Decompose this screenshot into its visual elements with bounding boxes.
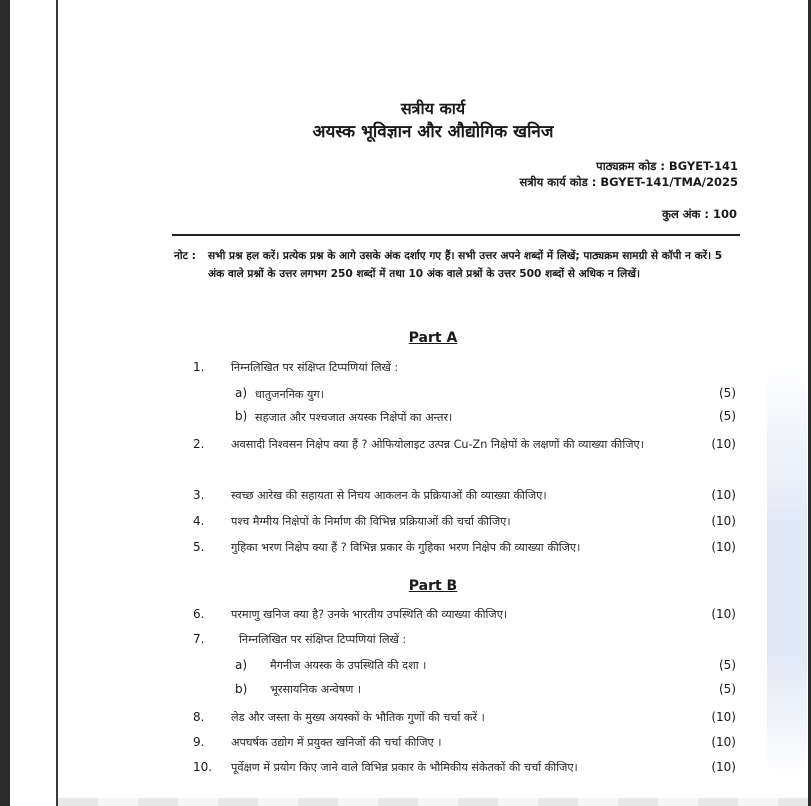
question-marks: (10)	[711, 710, 736, 724]
viewer-left-edge	[0, 0, 10, 806]
header-divider	[172, 234, 740, 236]
question-marks: (5)	[719, 409, 736, 423]
subquestion-text: सहजात और पश्चजात अयस्क निक्षेपों का अन्तर।	[255, 411, 453, 424]
question-marks: (5)	[719, 682, 736, 696]
subquestion-label: a)	[235, 658, 248, 672]
question-number: 1.	[193, 360, 205, 374]
page-bottom-edge	[58, 798, 808, 806]
question-number: 3.	[193, 488, 205, 502]
part-a-heading: Part A	[408, 330, 458, 346]
part-b-heading: Part B	[408, 578, 458, 594]
question-marks: (10)	[711, 540, 736, 554]
question-marks: (10)	[711, 488, 736, 502]
subquestion-label: a)	[235, 386, 248, 400]
question-marks: (10)	[711, 735, 736, 749]
question-marks: (5)	[719, 386, 736, 400]
question-text: स्वच्छ आरेख की सहायता से निचय आकलन के प्रक्रियाओं की व्याख्या कीजिए।	[231, 489, 547, 502]
note-text: सभी प्रश्न हल करें। प्रत्येक प्रश्न के आगे उसके अंक दर्शाए गए हैं। सभी उत्तर अपने शब्दों में लिखें; पाठ्यक्रम सामग्री से कॉपी न करें। 5 अंक वाले प्रश्नों के उत्तर लगभग 250 शब्दों में तथा 10 अंक वाले प्रश्नों के उत्तर 500 शब्दों से अधिक न लिखें।	[208, 250, 723, 280]
question-marks: (5)	[719, 658, 736, 672]
question-marks: (10)	[711, 437, 736, 451]
question-text: परमाणु खनिज क्या है? उनके भारतीय उपस्थिति की व्याख्या कीजिए।	[231, 608, 508, 621]
subquestion-text: भूरसायनिक अन्वेषण ।	[270, 683, 362, 696]
question-number: 10.	[193, 760, 213, 774]
question-text: अवसादी निश्वसन निक्षेप क्या हैं ? ओफियोलाइट उत्पन्न Cu-Zn निक्षेपों के लक्षणों की व्याख्या कीजिए।	[231, 438, 644, 451]
question-number: 9.	[193, 735, 205, 749]
viewer-margin	[10, 0, 56, 806]
question-number: 6.	[193, 607, 205, 621]
instructions-note	[174, 247, 734, 283]
course-code: पाठ्यक्रम कोड : BGYET-141	[596, 159, 738, 173]
question-number: 4.	[193, 514, 205, 528]
note-label: नोट :	[174, 250, 196, 262]
subquestion-text: धातुजननिक युग।	[255, 388, 324, 401]
question-text: पूर्वेक्षण में प्रयोग किए जाने वाले विभिन्न प्रकार के भौमिकीय संकेतकों की चर्चा कीजिए।	[231, 761, 578, 774]
question-text: गुहिका भरण निक्षेप क्या हैं ? विभिन्न प्रकार के गुहिका भरण निक्षेप की व्याख्या कीजिए।	[231, 541, 581, 554]
question-text: पश्च मैग्मीय निक्षेपों के निर्माण की विभिन्न प्रक्रियाओं की चर्चा कीजिए।	[231, 515, 511, 528]
subquestion-label: b)	[235, 409, 248, 423]
question-marks: (10)	[711, 607, 736, 621]
subquestion-text: मैगनीज अयस्क के उपस्थिति की दशा ।	[270, 659, 427, 672]
question-number: 2.	[193, 437, 205, 451]
question-text: लेड और जस्ता के मुख्य अयस्कों के भौतिक गुणों की चर्चा करें ।	[231, 711, 485, 724]
assignment-code: सत्रीय कार्य कोड : BGYET-141/TMA/2025	[519, 175, 738, 189]
question-number: 7.	[193, 632, 205, 646]
question-number: 8.	[193, 710, 205, 724]
course-title: अयस्क भूविज्ञान और औद्योगिक खनिज	[312, 122, 554, 142]
document-page	[58, 0, 808, 806]
question-marks: (10)	[711, 514, 736, 528]
question-number: 5.	[193, 540, 205, 554]
question-marks: (10)	[711, 760, 736, 774]
assignment-title: सत्रीय कार्य	[400, 99, 466, 118]
question-text: अपघर्षक उद्योग में प्रयुक्त खनिजों की चर्चा कीजिए ।	[231, 736, 442, 749]
subquestion-label: b)	[235, 682, 248, 696]
total-marks: कुल अंक : 100	[662, 207, 737, 221]
question-text: निम्नलिखित पर संक्षिप्त टिप्पणियां लिखें :	[239, 633, 407, 646]
question-text: निम्नलिखित पर संक्षिप्त टिप्पणियां लिखें :	[231, 361, 399, 374]
